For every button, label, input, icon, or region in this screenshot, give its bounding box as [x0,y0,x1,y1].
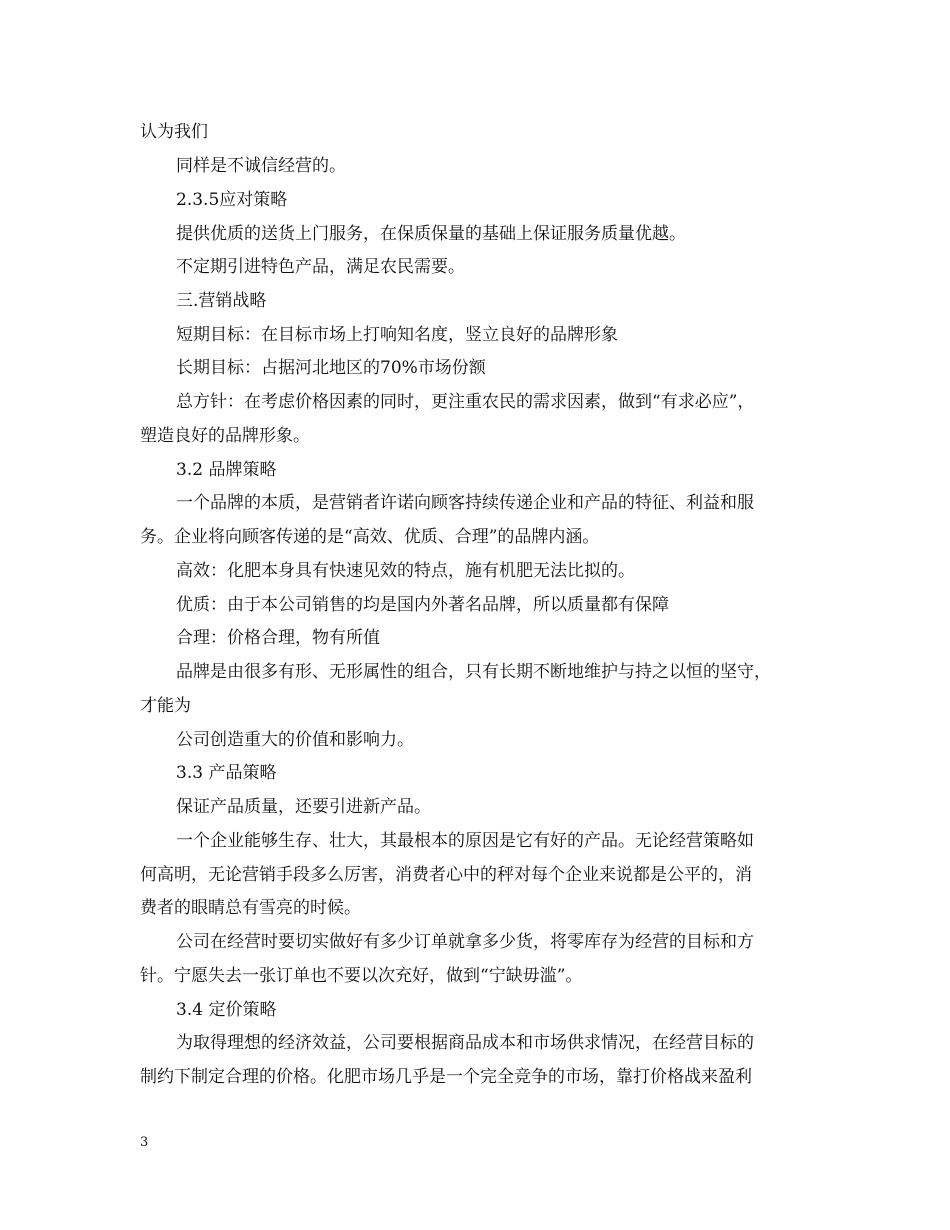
text-line: 一个企业能够生存、壮大，其最根本的原因是它有好的产品。无论经营策略如 [176,831,754,851]
text-line: 不定期引进特色产品，满足农民需要。 [176,257,465,277]
text-line: 认为我们 [140,122,208,142]
text-line: 公司在经营时要切实做好有多少订单就拿多少货，将零库存为经营的目标和方 [176,932,754,952]
text-line: 提供优质的送货上门服务，在保质保量的基础上保证服务质量优越。 [176,224,686,244]
text-line: 短期目标：在目标市场上打响知名度，竖立良好的品牌形象 [176,325,618,345]
text-line: 总方针：在考虑价格因素的同时，更注重农民的需求因素，做到“有求必应”， [176,392,755,412]
text-line: 公司创造重大的价值和影响力。 [176,730,414,750]
text-line: 才能为 [140,696,191,716]
text-line: 塑造良好的品牌形象。 [140,426,310,446]
text-line: 保证产品质量，还要引进新产品。 [176,797,431,817]
text-line: 费者的眼睛总有雪亮的时候。 [140,898,361,918]
text-line: 为取得理想的经济效益，公司要根据商品成本和市场供求情况，在经营目标的 [176,1033,754,1053]
text-line: 长期目标：占据河北地区的70%市场份额 [176,358,486,378]
text-line: 高效：化肥本身具有快速见效的特点，施有机肥无法比拟的。 [176,561,635,581]
section-heading: 3.2 品牌策略 [176,460,277,480]
text-line: 一个品牌的本质，是营销者许诺向顾客持续传递企业和产品的特征、利益和服 [176,493,754,513]
section-heading: 2.3.5应对策略 [176,190,288,210]
text-line: 针。宁愿失去一张订单也不要以次充好，做到“宁缺毋滥”。 [140,966,583,986]
text-line: 同样是不诚信经营的。 [176,156,346,176]
page-number: 3 [140,1135,149,1150]
text-line: 制约下制定合理的价格。化肥市场几乎是一个完全竞争的市场，靠打价格战来盈利 [140,1067,752,1087]
section-heading: 三.营销战略 [176,291,267,311]
text-line: 优质：由于本公司销售的均是国内外著名品牌，所以质量都有保障 [176,595,669,615]
section-heading: 3.4 定价策略 [176,1000,277,1020]
text-line: 合理：价格合理，物有所值 [176,628,380,648]
section-heading: 3.3 产品策略 [176,763,277,783]
text-line: 何高明，无论营销手段多么厉害，消费者心中的秤对每个企业来说都是公平的，消 [140,865,752,885]
text-line: 品牌是由很多有形、无形属性的组合，只有长期不断地维护与持之以恒的坚守， [176,662,771,682]
text-line: 务。企业将向顾客传递的是“高效、优质、合理”的品牌内涵。 [140,527,600,547]
